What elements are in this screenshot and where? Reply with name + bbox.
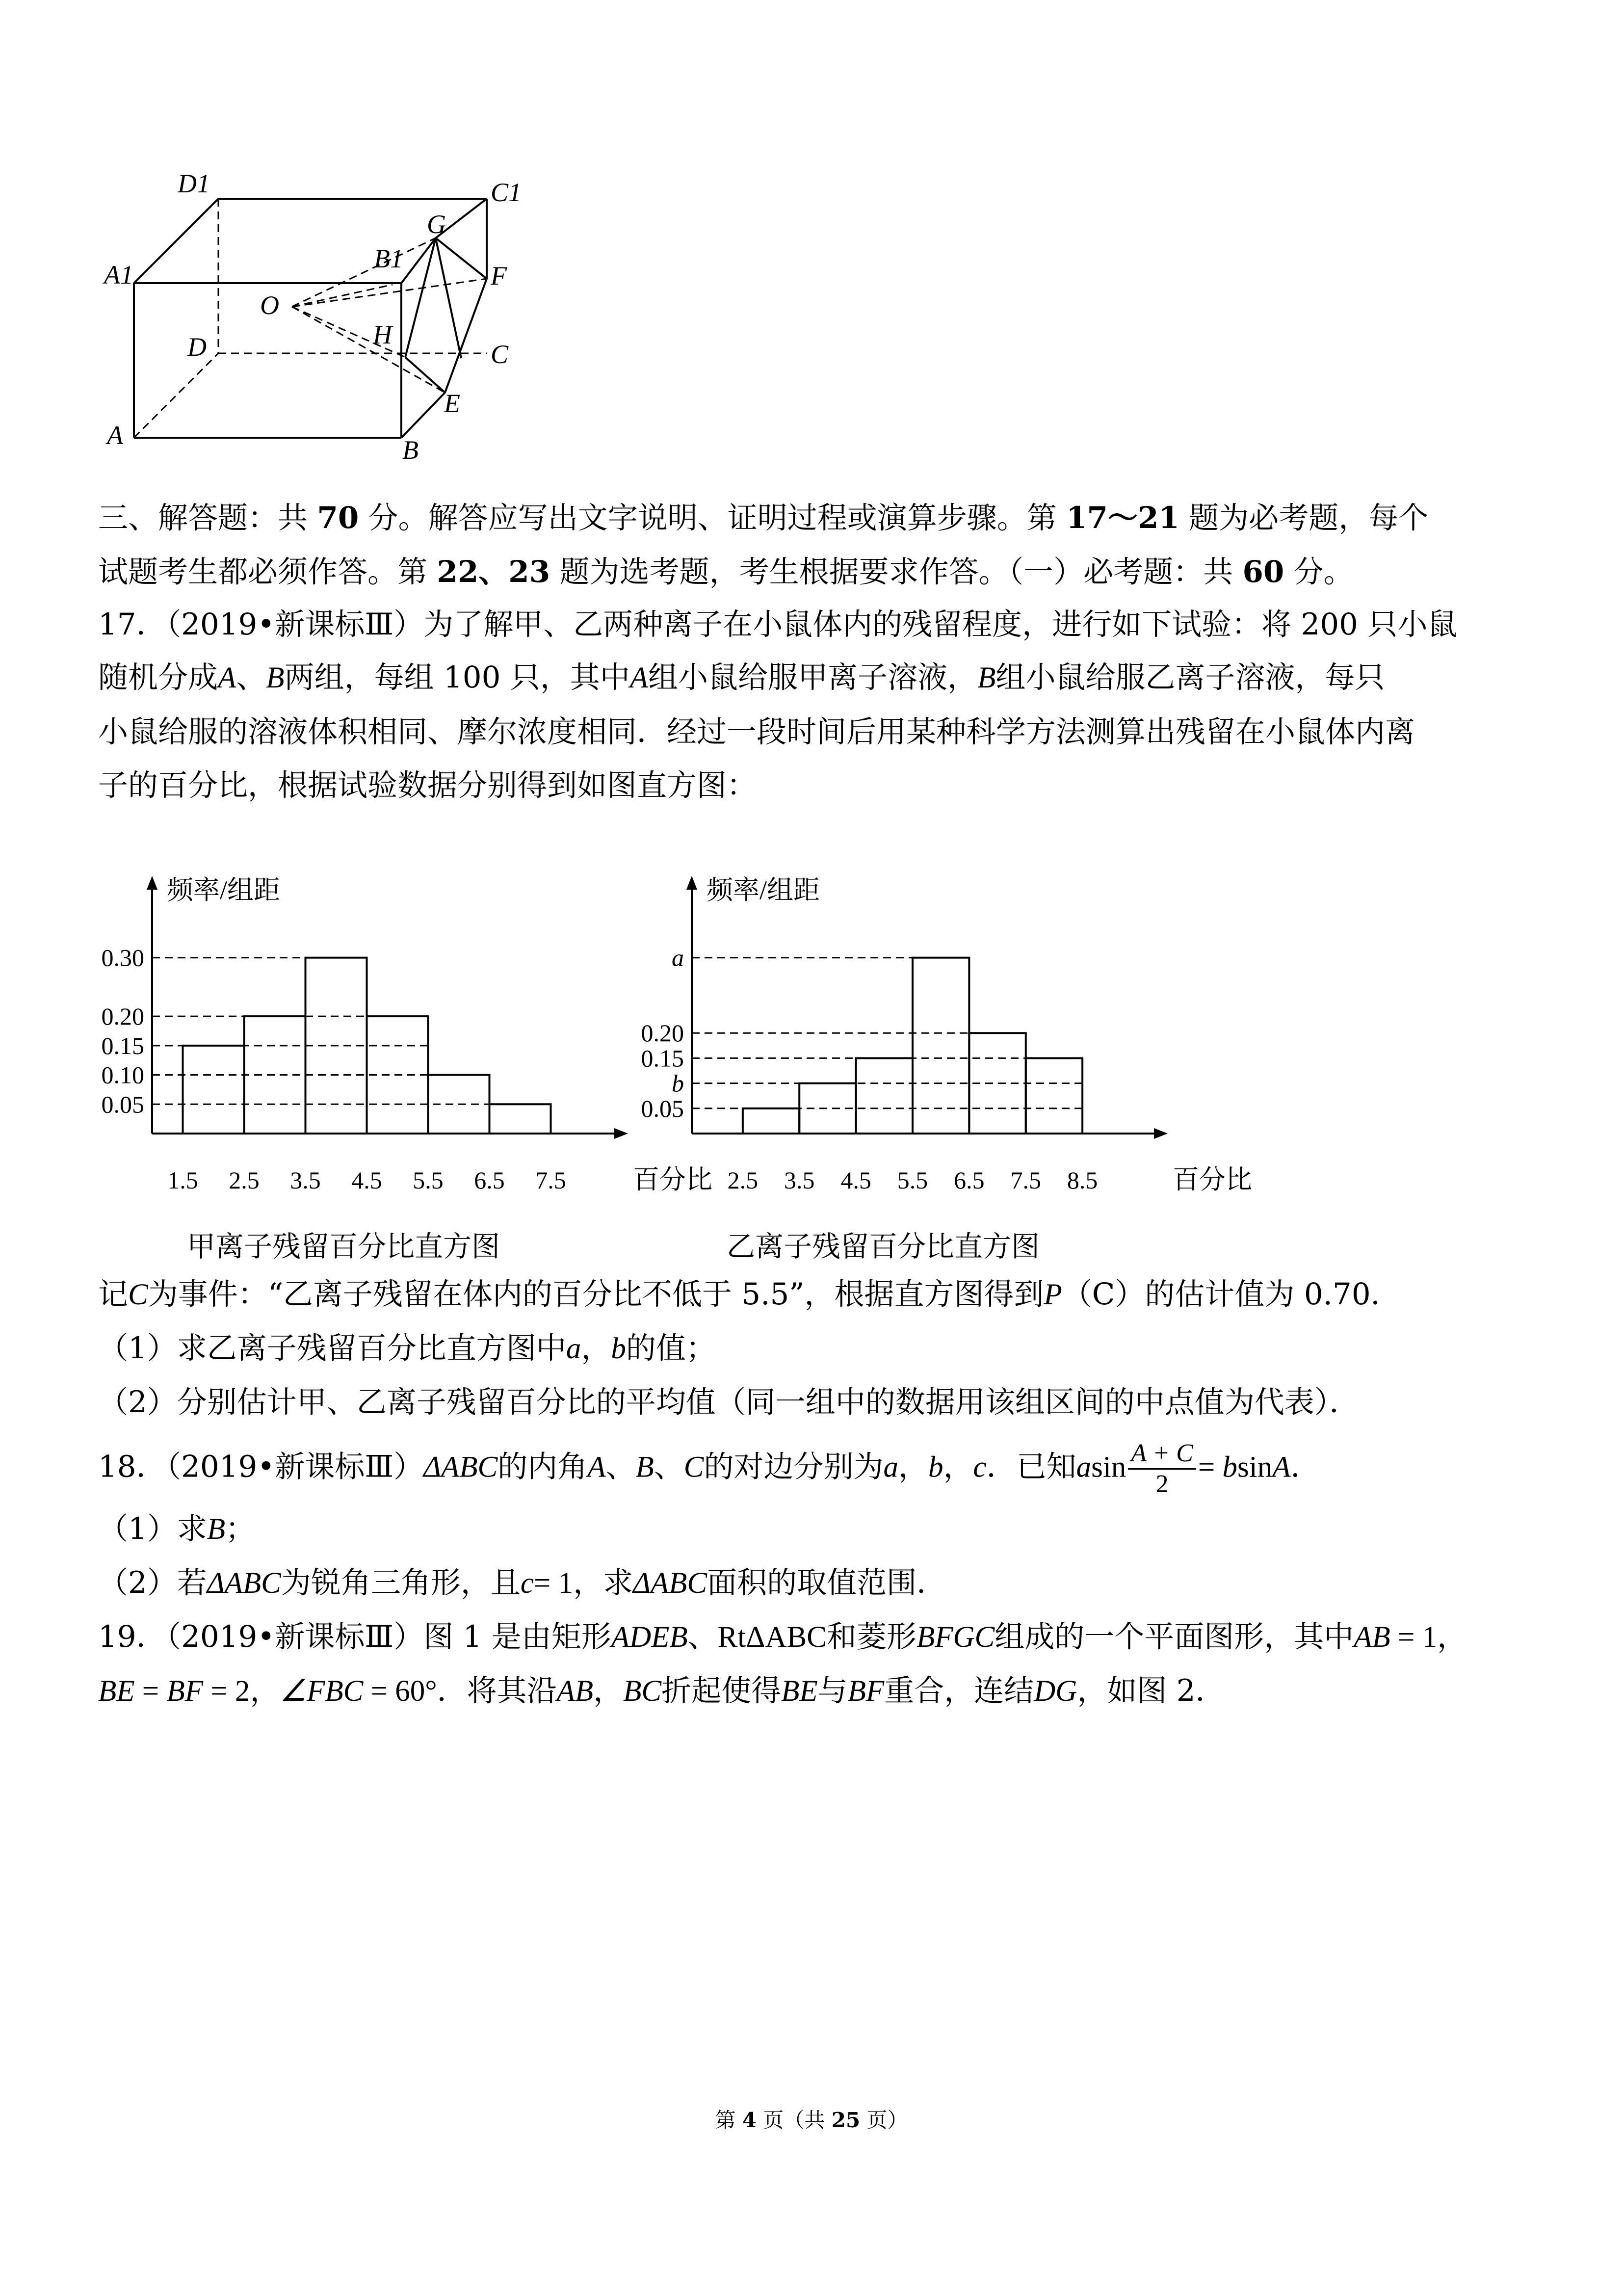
histogram-title: 乙离子残留百分比直方图 — [726, 1231, 1040, 1263]
x-tick-label: 2.5 — [727, 1166, 759, 1194]
label-B1: B1 — [374, 244, 403, 273]
x-axis-label: 百分比 — [1173, 1165, 1252, 1194]
q18-line1: 18．（2019•新课标Ⅲ）ΔABC的内角A、B、C的对边分别为a，b，c．已知asin $\frac{A + C}{2}$ = bsinA． — [98, 1439, 1321, 1498]
y-tick-label: b — [672, 1069, 684, 1097]
section3-line2: 试题考生都必须作答。第 22、23 题为选考题，考生根据要求作答。（一）必考题：共 60 分。 — [98, 554, 1354, 589]
y-tick-label: 0.20 — [641, 1019, 684, 1047]
x-tick-label: 7.5 — [535, 1166, 566, 1194]
q18-line3: （2）若ΔABC为锐角三角形，且c= 1，求ΔABC面积的取值范围． — [98, 1565, 947, 1600]
label-D1: D1 — [178, 169, 210, 198]
y-tick-label: 0.20 — [101, 1003, 144, 1030]
y-axis-label: 频率/组距 — [167, 875, 281, 905]
label-A1: A1 — [104, 260, 133, 290]
histogram-bar — [913, 958, 969, 1134]
q17-line7: （2）分别估计甲、乙离子残留百分比的平均值（同一组中的数据用该组区间的中点值为代表）． — [98, 1385, 1360, 1420]
q17-line5: 记C为事件：“乙离子残留在体内的百分比不低于 5.5”，根据直方图得到P（C）的估计值为 0.70． — [98, 1277, 1401, 1312]
y-tick-label: 0.30 — [101, 944, 144, 972]
x-tick-label: 7.5 — [1010, 1166, 1042, 1194]
x-tick-label: 3.5 — [290, 1166, 321, 1194]
histogram-bar — [1026, 1058, 1082, 1134]
histogram-yi — [613, 869, 1252, 1266]
q17-line4: 子的百分比，根据试验数据分别得到如图直方图： — [98, 768, 757, 803]
histogram-jia — [74, 869, 712, 1266]
histogram-bar — [183, 1046, 244, 1134]
y-tick-label: 0.05 — [101, 1090, 144, 1118]
q17-line1: 17．（2019•新课标Ⅲ）为了解甲、乙两种离子在小鼠体内的残留程度，进行如下试验：将 200 只小鼠 — [98, 607, 1458, 642]
q18-line2: （1）求B； — [98, 1511, 256, 1546]
histogram-bar — [856, 1058, 913, 1134]
x-tick-label: 5.5 — [413, 1166, 444, 1194]
label-D: D — [187, 332, 207, 362]
y-axis-label: 频率/组距 — [707, 875, 820, 905]
label-F: F — [491, 261, 507, 290]
q17-line3: 小鼠给服的溶液体积相同、摩尔浓度相同．经过一段时间后用某种科学方法测算出残留在小鼠体内离 — [98, 714, 1415, 749]
q17-line2: 随机分成A、B两组，每组 100 只，其中A组小鼠给服甲离子溶液，B组小鼠给服乙离子溶液，每只 — [98, 660, 1385, 695]
q17-line6: （1）求乙离子残留百分比直方图中a，b的值； — [98, 1331, 716, 1366]
histogram-title: 甲离子残留百分比直方图 — [186, 1231, 500, 1263]
page-footer: 第 4 页（共 25 页） — [715, 2108, 908, 2132]
label-E: E — [444, 389, 460, 418]
x-tick-label: 3.5 — [784, 1166, 815, 1194]
label-G: G — [427, 210, 446, 239]
label-H: H — [373, 320, 392, 349]
section3-line1: 三、解答题：共 70 分。解答应写出文字说明、证明过程或演算步骤。第 17～21 题为必考题，每个 — [98, 501, 1429, 535]
label-C: C — [491, 340, 509, 369]
q19-line1: 19．（2019•新课标Ⅲ）图 1 是由矩形ADEB、RtΔABC和菱形BFGC组成的一个平面图形，其中AB = 1， — [98, 1619, 1467, 1654]
x-tick-label: 4.5 — [840, 1166, 871, 1194]
histogram-bar — [490, 1104, 551, 1134]
label-B: B — [402, 435, 419, 465]
x-tick-label: 5.5 — [897, 1166, 928, 1194]
y-axis-arrow — [686, 876, 697, 890]
x-tick-label: 8.5 — [1067, 1166, 1098, 1194]
y-tick-label: 0.05 — [641, 1094, 684, 1122]
y-tick-label: a — [672, 944, 684, 972]
label-A: A — [107, 421, 123, 450]
y-tick-label: 0.10 — [101, 1061, 144, 1089]
cuboid-figure — [98, 162, 530, 476]
label-O: O — [260, 290, 279, 320]
x-tick-label: 6.5 — [474, 1166, 505, 1194]
x-tick-label: 1.5 — [167, 1166, 198, 1194]
q19-line2: BE = BF = 2，∠FBC = 60°．将其沿AB，BC折起使得BE与BF重合，连结DG，如图 2． — [98, 1673, 1226, 1708]
x-tick-label: 4.5 — [351, 1166, 382, 1194]
label-C1: C1 — [491, 178, 522, 207]
histogram-bar — [743, 1108, 799, 1134]
y-tick-label: 0.15 — [101, 1031, 144, 1059]
x-tick-label: 6.5 — [954, 1166, 985, 1194]
y-tick-label: 0.15 — [641, 1044, 684, 1072]
y-axis-arrow — [147, 876, 157, 890]
fraction-a-plus-c-over-2: $\frac{A + C}{2}$ — [1128, 1439, 1196, 1499]
x-axis-arrow — [1154, 1128, 1168, 1139]
x-axis-label: 百分比 — [633, 1165, 712, 1194]
x-tick-label: 2.5 — [229, 1166, 260, 1194]
